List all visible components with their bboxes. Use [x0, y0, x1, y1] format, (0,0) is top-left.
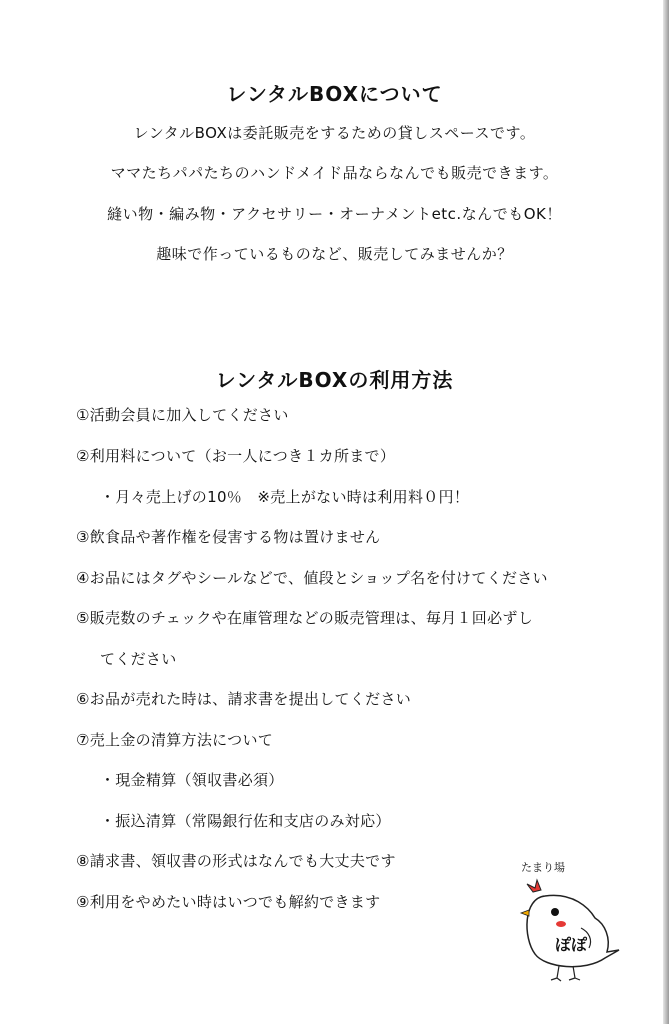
about-title: レンタルBOXについて	[226, 82, 443, 106]
about-line-4: 趣味で作っているものなど、販売してみませんか？	[156, 245, 513, 263]
mascot-beak	[521, 910, 529, 916]
rule-3: ③飲食品や著作権を侵害する物は置けません	[76, 528, 381, 546]
rule-8: ⑧請求書、領収書の形式はなんでも大丈夫です	[76, 852, 396, 870]
mascot-legs	[551, 966, 580, 981]
mascot-bird-icon	[515, 858, 625, 983]
rule-9: ⑨利用をやめたい時はいつでも解約できます	[76, 893, 381, 911]
rule-7: ⑦売上金の清算方法について	[76, 731, 274, 749]
rule-5-cont: てください	[100, 650, 177, 668]
rule-7-cash: ・現金精算（領収書必須）	[100, 771, 284, 789]
usage-title: レンタルBOXの利用方法	[215, 368, 454, 392]
rule-6: ⑥お品が売れた時は、請求書を提出してください	[76, 690, 412, 708]
rule-4: ④お品にはタグやシールなどで、値段とショップ名を付けてください	[76, 569, 548, 587]
rule-2: ②利用料について（お一人につき１カ所まで）	[76, 447, 396, 465]
mascot-comb	[527, 880, 541, 892]
mascot-eye	[551, 908, 559, 916]
rule-5: ⑤販売数のチェックや在庫管理などの販売管理は、毎月１回必ずし	[76, 609, 533, 627]
mascot-caption: たまり場	[521, 861, 565, 874]
page-edge-shadow	[663, 0, 669, 1024]
mascot-name: ぽぽ	[555, 935, 588, 954]
rule-1: ①活動会員に加入してください	[76, 406, 289, 424]
mascot-body	[527, 895, 619, 966]
about-line-3: 縫い物・編み物・アクセサリー・オーナメントetc.なんでもOK！	[107, 205, 562, 223]
about-line-2: ママたちパパたちのハンドメイド品ならなんでも販売できます。	[110, 164, 559, 182]
rule-7-transfer: ・振込清算（常陽銀行佐和支店のみ対応）	[100, 812, 391, 830]
mascot-cheek	[556, 921, 566, 927]
about-line-1: レンタルBOXは委託販売をするための貸しスペースです。	[133, 124, 536, 142]
rule-2-fee: ・月々売上げの10％ ※売上がない時は利用料０円！	[100, 488, 470, 506]
